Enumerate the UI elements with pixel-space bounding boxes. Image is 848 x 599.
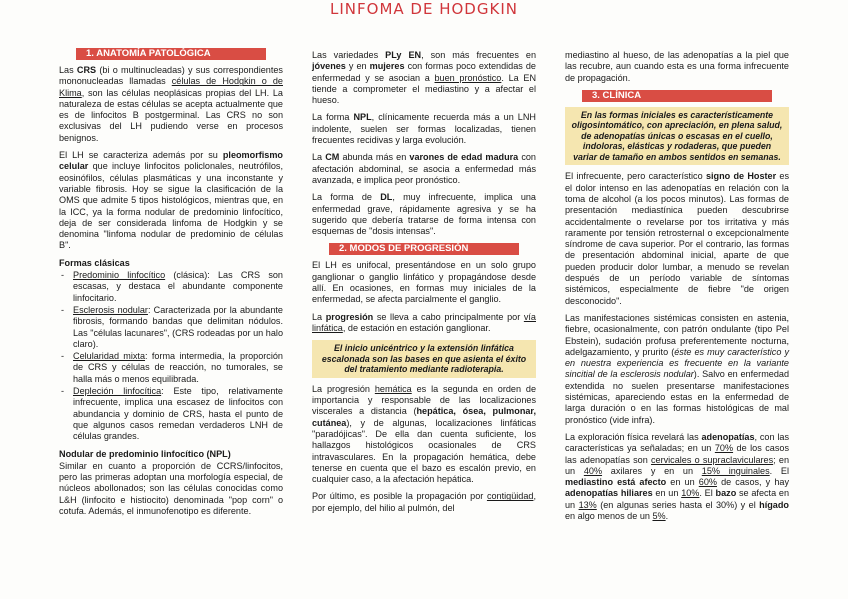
paragraph: El LH es unifocal, presentándose en un solo grupo ganglionar o ganglio linfático y propagándose desde allí. En ocasiones, en formas muy iniciales de la enfermedad, se afecta parcialmente el ganglio.: [312, 260, 536, 305]
paragraph: La CM abunda más en varones de edad madura con afectación abdominal, se asocia a enfermedad más avanzada, e implica peor pronóstico.: [312, 152, 536, 185]
column-2: [312, 50, 536, 520]
highlight-box: El inicio unicéntrico y la extensión linfática escalonada son las bases en que asienta el éxito del tratamiento mediante radioterapia.: [312, 340, 536, 378]
paragraph: Por último, es posible la propagación por contigüidad, por ejemplo, del hilio al pulmón, del: [312, 491, 536, 513]
paragraph: La forma NPL, clínicamente recuerda más a un LNH indolente, suelen ser formas localizadas, tienen frecuentes recidivas y larga evolución.: [312, 112, 536, 146]
column-1: [59, 48, 283, 523]
section-header-progresion: 2. MODOS DE PROGRESIÓN: [329, 243, 519, 255]
subheading-npl: Nodular de predominio linfocítico (NPL): [59, 448, 231, 459]
paragraph: El LH se caracteriza además por su pleomorfismo celular que incluye linfocitos policlonales, neutrófilos, eosinófilos, células plasmáticas y una inconstante y variable fibrosis. Hoy se sigue la clasificación de la OMS que admite 5 tipos histológicos, mientras que, en la ICC, ya la forma nodular de predominio linfocítico, deja de ser considerada linfoma de Hodgkin y se denomina "linfoma nodular de predominio de células B".: [59, 150, 283, 251]
list-item: - Predominio linfocítico (clásica): Las CRS son escasas, y destaca el abundante componente linfocitario.: [59, 270, 283, 304]
column-3: [565, 50, 789, 528]
paragraph: La forma de DL, muy infrecuente, implica una enfermedad grave, rápidamente agresiva y se ha sugerido que debería tratarse de forma intensa con esquemas de "dosis intensas".: [312, 192, 536, 237]
paragraph: La exploración física revelará las adenopatías, con las características ya señaladas; en un 70% de los casos las adenopatías son cervicales o supraclaviculares; en un 40% axilares y en un 15% inguinales. El mediastino está afecto en un 60% de casos, y hay adenopatías hiliares en un 10%. El bazo se afecta en un 13% (en algunas series hasta el 30%) y el hígado en algo menos de un 5%.: [565, 431, 790, 521]
paragraph: Las CRS (bi o multinucleadas) y sus correspondientes mononucleadas llamadas células de Hodgkin o de Klima, son las células neoplásicas propias del LH. La naturaleza de estas células se acepta actualmente que es de linfocitos B postgerminal. Las CRS no son exclusivas del LH pudiendo verse en procesos benignos.: [59, 65, 283, 143]
paragraph: Similar en cuanto a proporción de CCRS/linfocitos, pero las primeras adoptan una morfología especial, de núcleos abollonados; son las células conocidas como L&H (linfocito e histiocito) denominada "pop corn" o cotufa. Además, el inmunofenotipo es diferente.: [59, 460, 283, 516]
section-header-anatomia: 1. ANATOMÍA PATOLÓGICA: [76, 48, 266, 60]
section-header-clinica: 3. CLÍNICA: [582, 90, 772, 102]
paragraph: La progresión se lleva a cabo principalmente por vía linfática, de estación en estación ganglionar.: [312, 311, 536, 333]
list-item: - Celularidad mixta: forma intermedia, la proporción de CRS y células de reacción, no tumorales, se halla más o menos equilibrada.: [59, 351, 283, 385]
subheading-formas-clasicas: Formas clásicas: [59, 257, 130, 268]
paragraph: La progresión hemática es la segunda en orden de importancia y responsable de las localizaciones viscerales a distancia (hepática, ósea, pulmonar, cutánea), y de algunas, localizaciones linfáticas "paradójicas". De ella dan cuenta suficiente, los hallazgos histológicos ocasionales de CRS intravasculares. En la propagación hemática, debe tenerse en cuenta que el bazo es escalón previo, en cualquier caso, a la afectación hepática.: [312, 383, 536, 485]
forms-list: [59, 270, 283, 442]
paragraph: Las variedades PLy EN, son más frecuentes en jóvenes y en mujeres con formas poco extendidas de enfermedad y se asocian a buen pronóstico. La EN tiende a comprometer el mediastino y a afectar el hueso.: [312, 50, 537, 106]
paragraph: Las manifestaciones sistémicas consisten en astenia, fiebre, ocasionalmente, con patrón ondulante (tipo Pel Ebstein), sudación profusa preferentemente nocturna, adelgazamiento, y prurito (éste es muy característico y en nuestra experiencia es frecuente en la variante sincitial de la esclerosis nodular). Salvo en enfermedad extendida no suelen presentarse manifestaciones sistémicas, apareciendo estas en la enfermedad de larga duración o en las formas histológicas de mal pronóstico (vide infra).: [565, 312, 790, 425]
page-title: LINFOMA DE HODGKIN: [330, 0, 518, 18]
paragraph: El infrecuente, pero característico signo de Hoster es el dolor intenso en las adenopatías en relación con la toma de alcohol (a los pocos minutos). Las formas de presentación mediastínica pueden descubrirse accidentalmente o revelarse por tos irritativa y más raramente por tensión retrosternal o excepcionalmente síndrome de cava superior. Por el contrario, las formas de presentación abdominal inicial, aparte de que pueden producir dolor lumbar, a menudo se revelan después de un período variable de síntomas sistémicos, especialmente de fiebre "de origen desconocido".: [565, 171, 789, 306]
list-item: - Esclerosis nodular: Caracterizada por la abundante fibrosis, formando bandas que delimitan nódulos. Las "células lacunares", (CRS rodeadas por un halo claro).: [59, 305, 283, 350]
highlight-box: En las formas iniciales es característicamente oligosintomático, con apreciación, en plena salud, de adenopatías únicas o escasas en el cuello, indoloras, elásticas y rodaderas, que pueden variar de tamaño en ambos sentidos en semanas.: [565, 107, 789, 166]
paragraph: mediastino al hueso, de las adenopatías a la piel que las recubre, aun cuando esta es una forma infrecuente de propagación.: [565, 50, 789, 83]
list-item: - Depleción linfocítica: Este tipo, relativamente infrecuente, implica una escasez de linfocitos con abundancia y dominio de CRS, hasta el punto de que algunos casos remedan verdaderos LNH de células grandes.: [59, 386, 283, 442]
